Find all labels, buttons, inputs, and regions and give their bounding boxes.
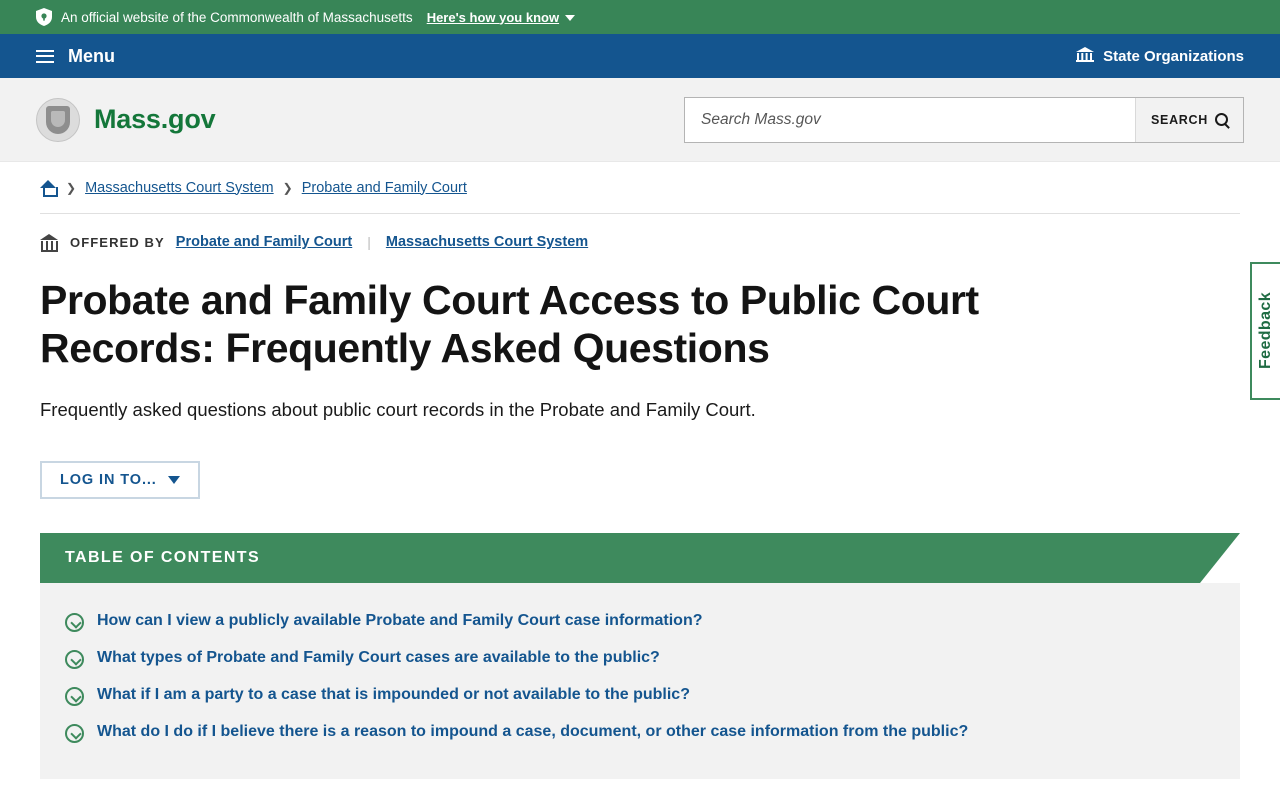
log-in-to-button[interactable] <box>40 461 200 499</box>
hamburger-icon <box>36 50 54 63</box>
state-organizations-link[interactable] <box>1076 47 1244 66</box>
list-item[interactable] <box>65 611 1215 632</box>
page-description: Frequently asked questions about public court records in the Probate and Family Court. <box>40 398 756 420</box>
feedback-label: Feedback <box>1257 292 1274 370</box>
breadcrumb-separator: ❯ <box>66 180 77 195</box>
page-title: Probate and Family Court Access to Public Court Records: Frequently Asked Questions <box>40 277 979 372</box>
breadcrumb-item-probate-and-family-court[interactable]: Probate and Family Court <box>301 179 467 196</box>
toc-link[interactable]: What if I am a party to a case that is impounded or not available to the public? <box>97 685 690 703</box>
toc-link[interactable]: What types of Probate and Family Court cases are available to the public? <box>97 648 660 666</box>
list-item[interactable] <box>65 722 1215 743</box>
chevron-circle-icon <box>65 687 84 706</box>
search-input[interactable] <box>685 98 1135 142</box>
toc-link[interactable]: How can I view a publicly available Probate and Family Court case information? <box>97 611 703 629</box>
brand-name: Mass.gov <box>94 104 216 134</box>
table-of-contents-heading: TABLE OF CONTENTS <box>65 548 261 566</box>
feedback-tab[interactable] <box>1250 262 1280 400</box>
official-website-banner <box>0 0 1280 34</box>
chevron-circle-icon <box>65 613 84 632</box>
table-of-contents-header <box>40 533 1200 583</box>
chevron-down-icon <box>565 15 575 21</box>
table-of-contents <box>40 533 1240 779</box>
chevron-down-icon <box>168 476 180 484</box>
offered-by-link-probate-and-family-court[interactable]: Probate and Family Court <box>175 234 353 250</box>
bank-icon <box>1076 47 1094 66</box>
search-button-label: SEARCH <box>1151 112 1208 127</box>
menu-label: Menu <box>68 45 115 66</box>
utility-navigation <box>0 34 1280 78</box>
main-content <box>0 162 1280 779</box>
offered-by-label: OFFERED BY <box>70 234 165 250</box>
banner-text: An official website of the Commonwealth of Massachusetts <box>61 9 413 25</box>
offered-by <box>40 214 1240 250</box>
breadcrumb-separator: ❯ <box>282 180 293 195</box>
shield-icon <box>36 8 52 26</box>
table-of-contents-body <box>40 583 1240 779</box>
toc-link[interactable]: What do I do if I believe there is a reason to impound a case, document, or other case information from the public? <box>97 722 969 740</box>
menu-button[interactable] <box>36 46 115 67</box>
chevron-circle-icon <box>65 724 84 743</box>
breadcrumb-item-massachusetts-court-system[interactable]: Massachusetts Court System <box>85 179 274 196</box>
search-bar <box>684 97 1244 143</box>
offered-by-divider: | <box>367 234 371 250</box>
site-header <box>0 78 1280 162</box>
log-in-to-label: LOG IN TO... <box>60 471 157 488</box>
chevron-circle-icon <box>65 650 84 669</box>
home-icon[interactable] <box>40 180 57 195</box>
list-item[interactable] <box>65 648 1215 669</box>
heres-how-you-know-label: Here's how you know <box>426 9 560 25</box>
heres-how-you-know-button[interactable] <box>427 10 575 25</box>
massachusetts-seal-icon <box>36 98 80 142</box>
mass-gov-logo-link[interactable] <box>36 98 215 142</box>
offered-by-link-massachusetts-court-system[interactable]: Massachusetts Court System <box>385 234 589 250</box>
state-organizations-label: State Organizations <box>1103 47 1244 65</box>
breadcrumb <box>40 162 1240 214</box>
search-icon <box>1215 113 1228 126</box>
search-button[interactable] <box>1135 98 1243 142</box>
bank-icon <box>40 234 59 250</box>
list-item[interactable] <box>65 685 1215 706</box>
